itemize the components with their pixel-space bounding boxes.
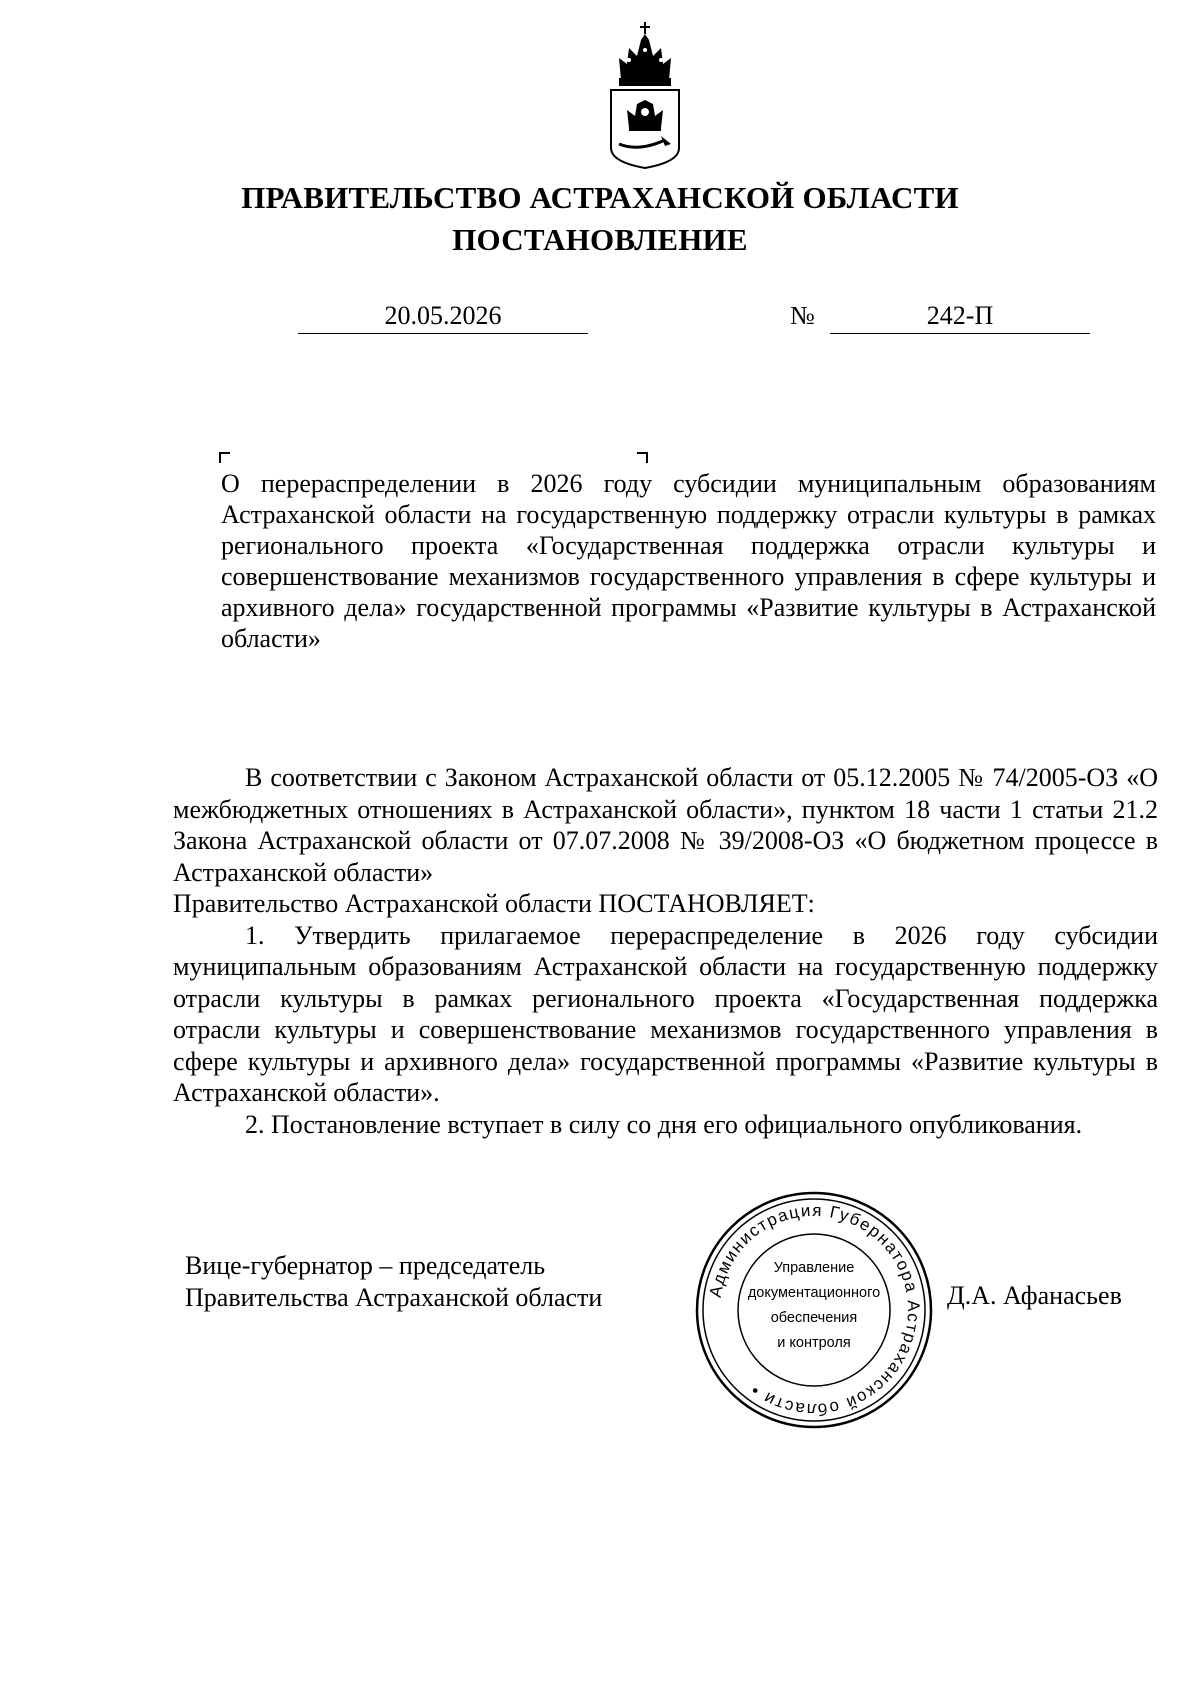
document-date: 20.05.2026 [298, 301, 588, 334]
government-title: ПРАВИТЕЛЬСТВО АСТРАХАНСКОЙ ОБЛАСТИ [241, 180, 959, 215]
title-corner-left [219, 452, 230, 463]
official-stamp [694, 1190, 934, 1430]
stamp-line-1: Управление [773, 1260, 855, 1276]
coat-of-arms-emblem [605, 20, 685, 170]
title-corner-right [637, 452, 648, 463]
stamp-line-4: и контроля [777, 1335, 851, 1351]
signatory-name: Д.А. Афанасьев [947, 1281, 1122, 1310]
document-type-title: ПОСТАНОВЛЕНИЕ [452, 222, 748, 257]
preamble-paragraph: В соответствии с Законом Астраханской области от 05.12.2005 № 74/2005-ОЗ «О межбюджетных отношениях в Астраханской области», пунктом 18 части 1 статьи 21.2 Закона Астраханской области от 07.07.2008 № 39/2008-ОЗ «О бюджетном процессе в Астраханской области» [173, 763, 1158, 887]
svg-text:Администрация Губернатора Астр: Администрация Губернатора Астраханской области • [705, 1200, 924, 1420]
document-subject-title: О перераспределении в 2026 году субсидии муниципальным образованиям Астраханской области на государственную поддержку отрасли культуры в рамках регионального проекта «Государственная поддержка отрасли культуры и совершенствование механизмов государственного управления в сфере культуры и архивного дела» государственной программы «Развитие культуры в Астраханской области» [221, 469, 1156, 653]
stamp-line-2: документационного [747, 1285, 881, 1301]
clause-1: 1. Утвердить прилагаемое перераспределение в 2026 году субсидии муниципальным образованиям Астраханской области на государственную поддержку отрасли культуры в рамках регионального проекта «Государственная поддержка отрасли культуры и совершенствование механизмов государственного управления в сфере культуры и архивного дела» государственной программы «Развитие культуры в Астраханской области». [173, 920, 1158, 1107]
stamp-center-text [744, 1256, 884, 1356]
number-sign: № [790, 301, 815, 330]
signatory-position [185, 1250, 602, 1314]
decree-line: Правительство Астраханской области ПОСТАНОВЛЯЕТ: [173, 889, 815, 918]
document-number: 242-П [830, 301, 1090, 334]
document-body [173, 762, 1158, 1140]
signatory-position-line-1: Вице-губернатор – председатель [185, 1251, 546, 1280]
clause-2: 2. Постановление вступает в силу со дня его официального опубликования. [245, 1109, 1083, 1139]
signatory-position-line-2: Правительства Астраханской области [185, 1283, 603, 1312]
stamp-line-3: обеспечения [770, 1310, 858, 1326]
